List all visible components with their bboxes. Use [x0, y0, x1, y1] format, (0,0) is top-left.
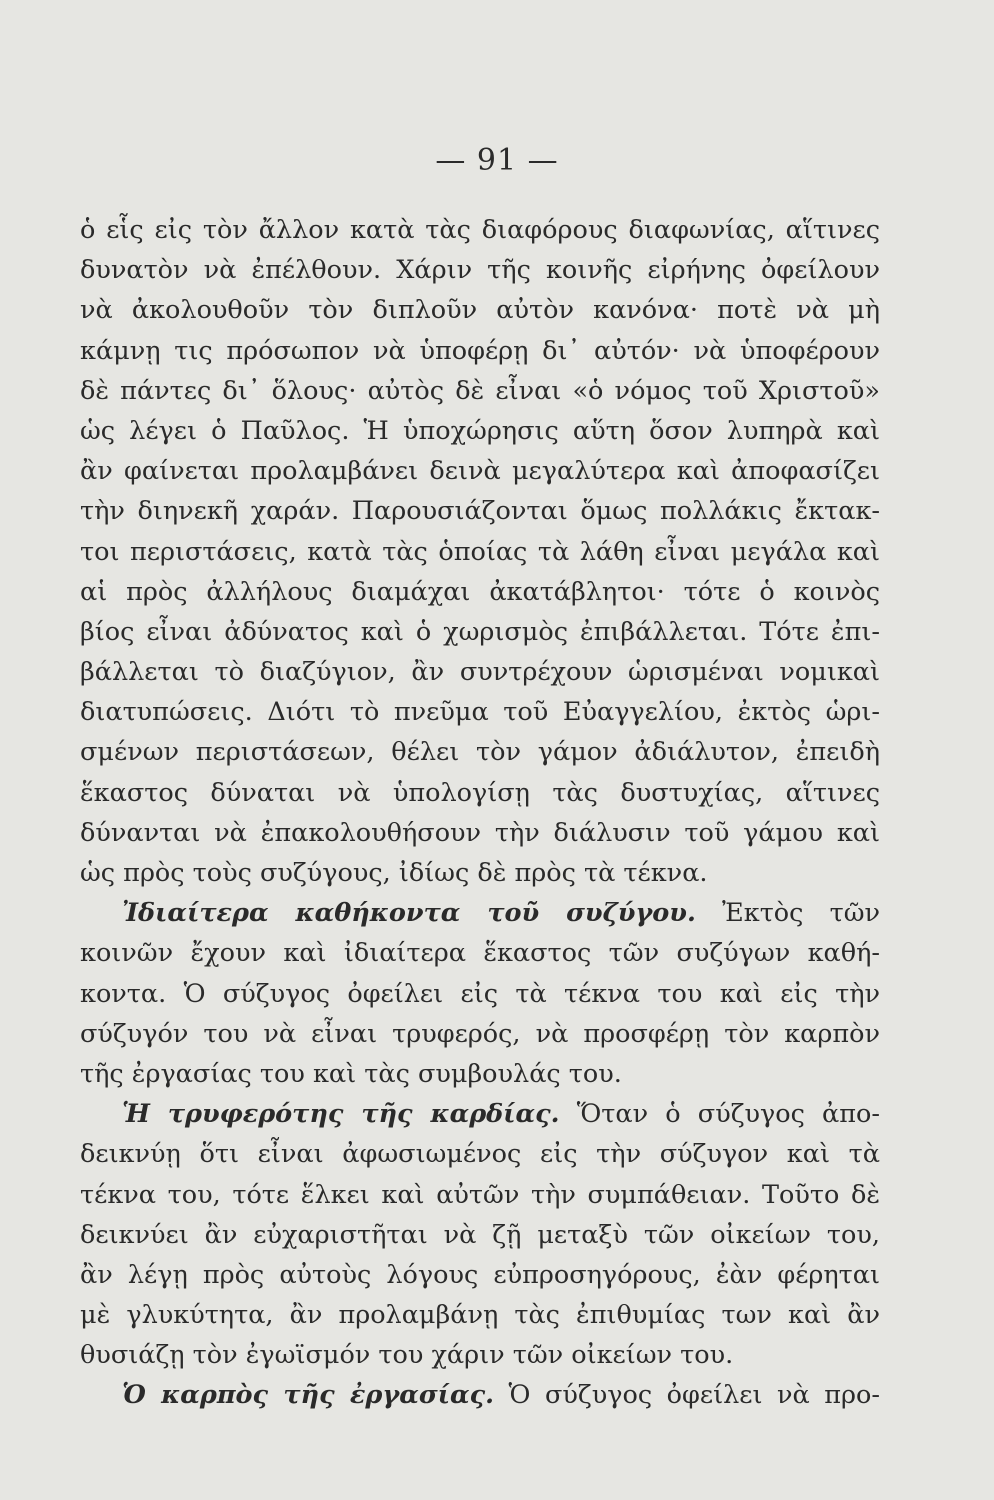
section-heading: Ὁ καρπὸς τῆς ἐργασίας.	[122, 1380, 494, 1411]
text-line	[80, 773, 880, 813]
line-text: ὡς πρὸς τοὺς συζύγους, ἰδίως δὲ πρὸς τὰ τέκνα.	[80, 858, 708, 888]
line-text: δεικνύει ἂν εὐχαριστῆται νὰ ζῇ μεταξὺ τῶν οἰκείων του,	[80, 1219, 880, 1250]
line-text: κάμνῃ τις πρόσωπον νὰ ὑποφέρῃ δι᾽ αὐτόν· νὰ ὑποφέρουν	[80, 335, 880, 366]
text-line	[80, 210, 880, 250]
text-line	[80, 331, 880, 371]
text-line	[80, 1375, 880, 1415]
line-text: δὲ πάντες δι᾽ ὅλους· αὐτὸς δὲ εἶναι «ὁ νόμος τοῦ Χριστοῦ»	[80, 375, 880, 406]
text-line	[80, 1175, 880, 1215]
text-line	[80, 933, 880, 973]
text-line	[80, 612, 880, 652]
text-line	[80, 974, 880, 1014]
text-line	[80, 371, 880, 411]
text-line	[80, 1014, 880, 1054]
line-text: Ὅταν ὁ σύζυγος ἀπο-	[559, 1099, 880, 1130]
text-line	[80, 853, 880, 893]
text-line	[80, 1335, 880, 1375]
text-line	[80, 1215, 880, 1255]
section-heading: Ἡ τρυφερότης τῆς καρδίας.	[122, 1099, 560, 1130]
line-text: δεικνύῃ ὅτι εἶναι ἀφωσιωμένος εἰς τὴν σύζυγον καὶ τὰ	[80, 1139, 880, 1170]
line-text: ἂν λέγῃ πρὸς αὐτοὺς λόγους εὐπροσηγόρους, ἐὰν φέρηται	[80, 1259, 880, 1290]
line-text: αἱ πρὸς ἀλλήλους διαμάχαι ἀκατάβλητοι· τότε ὁ κοινὸς	[80, 576, 880, 607]
text-line	[80, 491, 880, 531]
text-line	[80, 451, 880, 491]
text-line	[80, 1134, 880, 1174]
text-line	[80, 290, 880, 330]
page-number: — 91 —	[435, 143, 559, 178]
line-text: κοντα. Ὁ σύζυγος ὀφείλει εἰς τὰ τέκνα του καὶ εἰς τὴν	[80, 978, 880, 1009]
text-line	[80, 411, 880, 451]
text-line	[80, 893, 880, 933]
line-text: τοι περιστάσεις, κατὰ τὰς ὁποίας τὰ λάθη εἶναι μεγάλα καὶ	[80, 536, 880, 567]
text-line	[80, 1295, 880, 1335]
text-line	[80, 532, 880, 572]
line-text: Ἐκτὸς τῶν	[695, 898, 881, 929]
text-line	[80, 572, 880, 612]
line-text: ἕκαστος δύναται νὰ ὑπολογίσῃ τὰς δυστυχίας, αἵτινες	[80, 777, 880, 808]
line-text: ὡς λέγει ὁ Παῦλος. Ἡ ὑποχώρησις αὕτη ὅσον λυπηρὰ καὶ	[80, 415, 880, 446]
line-text: ὁ εἷς εἰς τὸν ἄλλον κατὰ τὰς διαφόρους διαφωνίας, αἵτινες	[80, 215, 880, 245]
line-text: κοινῶν ἔχουν καὶ ἰδιαίτερα ἕκαστος τῶν συζύγων καθή-	[80, 938, 880, 969]
line-text: μὲ γλυκύτητα, ἂν προλαμβάνῃ τὰς ἐπιθυμίας των καὶ ἂν	[80, 1300, 880, 1331]
text-line	[80, 250, 880, 290]
line-text: βίος εἶναι ἀδύνατος καὶ ὁ χωρισμὸς ἐπιβάλλεται. Τότε ἐπι-	[80, 616, 880, 647]
line-text: διατυπώσεις. Διότι τὸ πνεῦμα τοῦ Εὐαγγελίου, ἐκτὸς ὡρι-	[80, 697, 880, 728]
line-text: βάλλεται τὸ διαζύγιον, ἂν συντρέχουν ὡρισμέναι νομικαὶ	[80, 657, 880, 688]
line-text: σμένων περιστάσεων, θέλει τὸν γάμον ἀδιάλυτον, ἐπειδὴ	[80, 737, 880, 768]
text-line	[80, 652, 880, 692]
section-heading: Ἰδιαίτερα καθήκοντα τοῦ συζύγου.	[122, 898, 696, 929]
text-line	[80, 1054, 880, 1094]
line-text: θυσιάζῃ τὸν ἐγωϊσμόν του χάριν τῶν οἰκείων του.	[80, 1340, 734, 1371]
text-line	[80, 692, 880, 732]
line-text: τὴν διηνεκῆ χαράν. Παρουσιάζονται ὅμως πολλάκις ἔκτακ-	[80, 496, 880, 527]
line-text: τέκνα του, τότε ἕλκει καὶ αὐτῶν τὴν συμπάθειαν. Τοῦτο δὲ	[80, 1179, 880, 1210]
line-text: νὰ ἀκολουθοῦν τὸν διπλοῦν αὐτὸν κανόνα· ποτὲ νὰ μὴ	[80, 295, 880, 326]
body-text	[80, 210, 880, 1416]
line-text: δυνατὸν νὰ ἐπέλθουν. Χάριν τῆς κοινῆς εἰρήνης ὀφείλουν	[80, 255, 880, 286]
text-line	[80, 813, 880, 853]
line-text: τῆς ἐργασίας του καὶ τὰς συμβουλάς του.	[80, 1058, 622, 1089]
text-line	[80, 732, 880, 772]
line-text: Ὁ σύζυγος ὀφείλει νὰ προ-	[494, 1380, 880, 1411]
line-text: σύζυγόν του νὰ εἶναι τρυφερός, νὰ προσφέρῃ τὸν καρπὸν	[80, 1018, 880, 1049]
line-text: δύνανται νὰ ἐπακολουθήσουν τὴν διάλυσιν τοῦ γάμου καὶ	[80, 817, 880, 848]
text-line	[80, 1094, 880, 1134]
text-line	[80, 1255, 880, 1295]
line-text: ἂν φαίνεται προλαμβάνει δεινὰ μεγαλύτερα καὶ ἀποφασίζει	[80, 456, 880, 487]
